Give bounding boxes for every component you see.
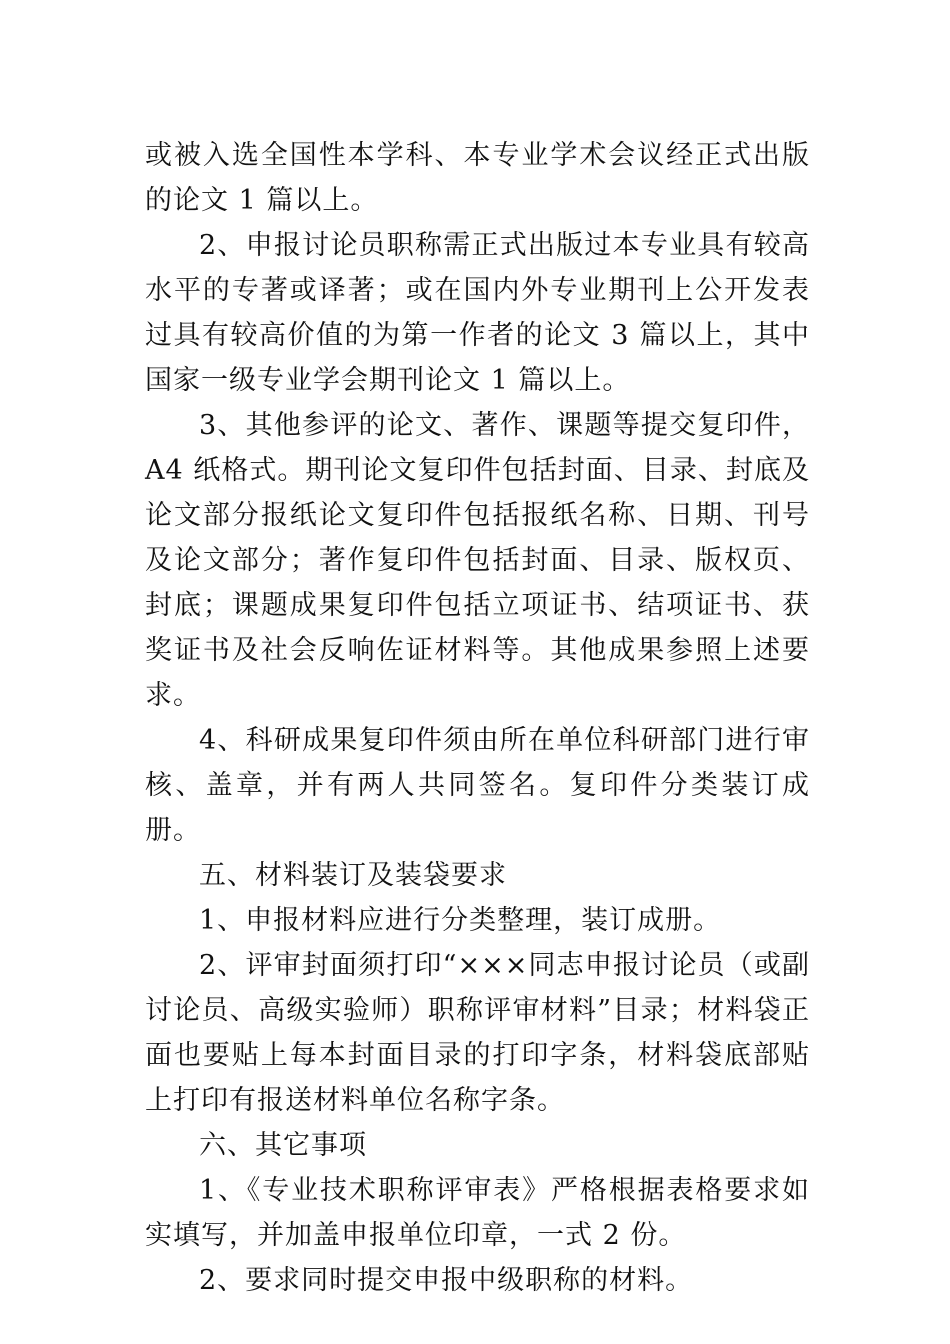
paragraph-6: 1、申报材料应进行分类整理，装订成册。 xyxy=(199,905,722,936)
paragraph-3: 3、其他参评的论文、著作、课题等提交复印件，A4 纸格式。期刊论文复印件包括封面、目录、封底及论文部分报纸论文复印件包括报纸名称、日期、刊号及论文部分；著作复印件包括封面、目录、版权页、封底；课题成果复印件包括立项证书、结项证书、获奖证书及社会反响佐证材料等。其他成果参照上述要求。 xyxy=(145,410,810,711)
paragraph-2: 2、申报讨论员职称需正式出版过本专业具有较高水平的专著或译著；或在国内外专业期刊上公开发表过具有较高价值的为第一作者的论文 3 篇以上，其中国家一级专业学会期刊论文 1 篇以上。 xyxy=(145,230,810,396)
paragraph-4: 4、科研成果复印件须由所在单位科研部门进行审核、盖章，并有两人共同签名。复印件分类装订成册。 xyxy=(145,725,810,846)
section-heading-5: 五、材料装订及装袋要求 xyxy=(199,860,507,891)
paragraph-7: 2、评审封面须打印“×××同志申报讨论员（或副讨论员、高级实验师）职称评审材料”目录；材料袋正面也要贴上每本封面目录的打印字条，材料袋底部贴上打印有报送材料单位名称字条。 xyxy=(145,950,810,1116)
document-body xyxy=(145,133,810,1303)
paragraph-1: 或被入选全国性本学科、本专业学术会议经正式出版的论文 1 篇以上。 xyxy=(145,140,810,216)
paragraph-10: 2、要求同时提交申报中级职称的材料。 xyxy=(199,1265,694,1296)
paragraph-9: 1、《专业技术职称评审表》严格根据表格要求如实填写，并加盖申报单位印章，一式 2 份。 xyxy=(145,1175,810,1251)
section-heading-6: 六、其它事项 xyxy=(199,1130,367,1161)
